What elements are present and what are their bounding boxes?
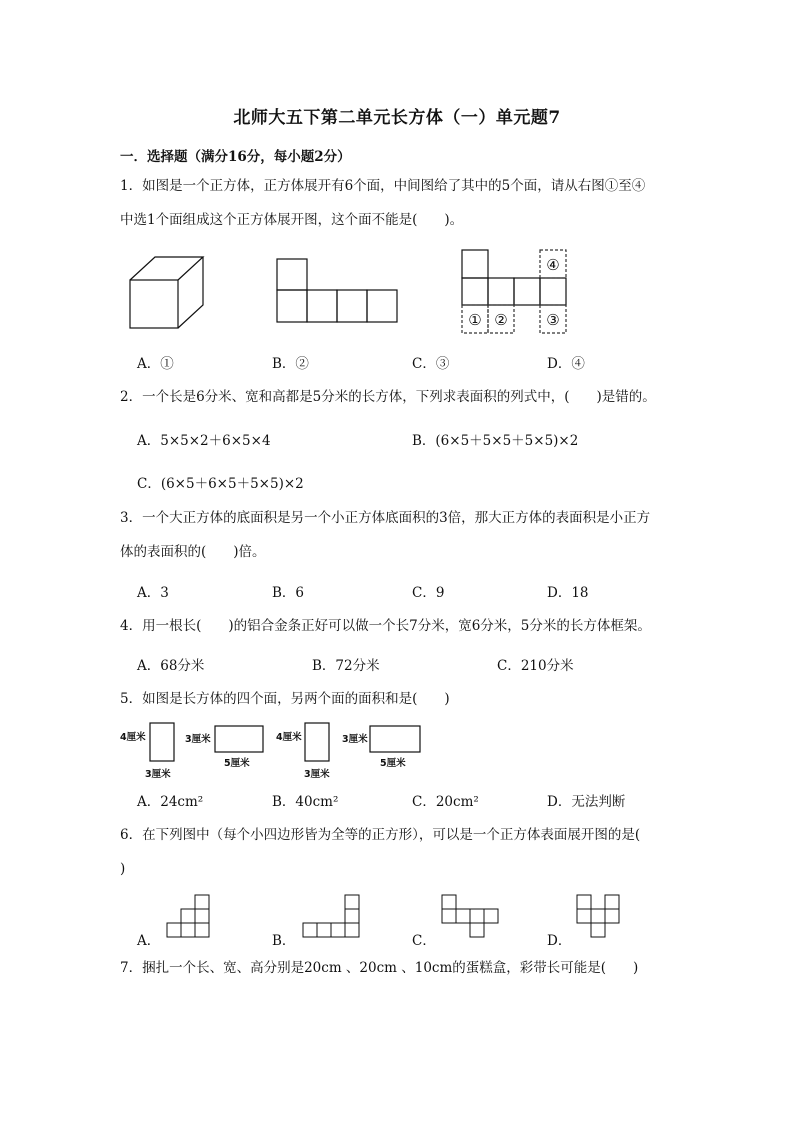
q6-net-d [575, 893, 625, 943]
q1-option-a[interactable]: A．① [137, 356, 174, 372]
section-heading: 一．选择题（满分16分，每小题2分） [120, 149, 351, 165]
q7-line1: 7．捆扎一个长、宽、高分别是20cm 、20cm 、10cm的蛋糕盒，彩带长可能是( ) [120, 960, 639, 976]
q5-option-c[interactable]: C．20cm² [412, 794, 479, 810]
q5-face-c-bottom-label: 3厘米 [304, 769, 330, 780]
q6-line2: ) [120, 861, 126, 877]
q5-face-b-side-label: 3厘米 [185, 734, 211, 745]
q3-option-a[interactable]: A．3 [137, 585, 169, 601]
circled-3: ③ [546, 311, 560, 329]
q6-line1: 6．在下列图中（每个小四边形皆为全等的正方形），可以是一个正方体表面展开图的是( [120, 827, 641, 843]
q5-face-a-bottom-label: 3厘米 [145, 769, 171, 780]
q3-option-d[interactable]: D．18 [547, 585, 589, 601]
page-title: 北师大五下第二单元长方体（一）单元题7 [233, 108, 561, 128]
q6-option-b[interactable]: B． [272, 933, 296, 949]
q2-line1: 2．一个长是6分米、宽和高都是5分米的长方体，下列求表面积的列式中，( )是错的。 [120, 389, 656, 405]
q3-option-c[interactable]: C．9 [412, 585, 445, 601]
q5-option-d[interactable]: D．无法判断 [547, 794, 626, 810]
q5-option-a[interactable]: A．24cm² [137, 794, 204, 810]
q5-option-b[interactable]: B．40cm² [272, 794, 339, 810]
q5-face-a-side-label: 4厘米 [120, 732, 146, 743]
q3-option-b[interactable]: B．6 [272, 585, 305, 601]
q4-option-b[interactable]: B．72分米 [312, 658, 380, 674]
q2-option-a[interactable]: A．5×5×2＋6×5×4 [137, 433, 271, 449]
q6-net-c [440, 893, 504, 943]
q4-line1: 4．用一根长( )的铝合金条正好可以做一个长7分米，宽6分米，5分米的长方体框架。 [120, 618, 651, 634]
q5-face-c-side-label: 4厘米 [276, 732, 302, 743]
q4-option-c[interactable]: C．210分米 [497, 658, 574, 674]
q3-line1: 3．一个大正方体的底面积是另一个小正方体底面积的3倍，那大正方体的表面积是小正方 [120, 510, 651, 526]
q1-option-b[interactable]: B．② [272, 356, 309, 372]
q5-face-b-bottom-label: 5厘米 [224, 758, 250, 769]
q1-cube-figure [128, 255, 208, 330]
q1-options-net [460, 248, 570, 336]
q1-line1: 1．如图是一个正方体，正方体展开有6个面，中间图给了其中的5个面，请从右图①至④ [120, 178, 646, 194]
q4-option-a[interactable]: A．68分米 [137, 658, 205, 674]
q6-net-b [301, 893, 365, 943]
q6-net-a [165, 893, 215, 943]
q6-option-c[interactable]: C． [412, 933, 436, 949]
q3-line2: 体的表面积的( )倍。 [120, 544, 266, 560]
q2-option-c[interactable]: C．(6×5＋6×5＋5×5)×2 [137, 476, 304, 492]
circled-4: ④ [546, 256, 560, 274]
circled-2: ② [494, 311, 508, 329]
q6-option-a[interactable]: A． [137, 933, 161, 949]
q1-line2: 中选1个面组成这个正方体展开图，这个面不能是( )。 [120, 212, 464, 228]
circled-1: ① [468, 311, 482, 329]
q5-face-d-side-label: 3厘米 [342, 734, 368, 745]
q6-option-d[interactable]: D． [547, 933, 572, 949]
q1-option-d[interactable]: D．④ [547, 356, 585, 372]
q2-option-b[interactable]: B．(6×5＋5×5＋5×5)×2 [412, 433, 579, 449]
q1-five-faces-net [275, 257, 400, 325]
q5-face-d-bottom-label: 5厘米 [380, 758, 406, 769]
q1-option-c[interactable]: C．③ [412, 356, 450, 372]
q5-line1: 5．如图是长方体的四个面，另两个面的面积和是( ) [120, 691, 450, 707]
